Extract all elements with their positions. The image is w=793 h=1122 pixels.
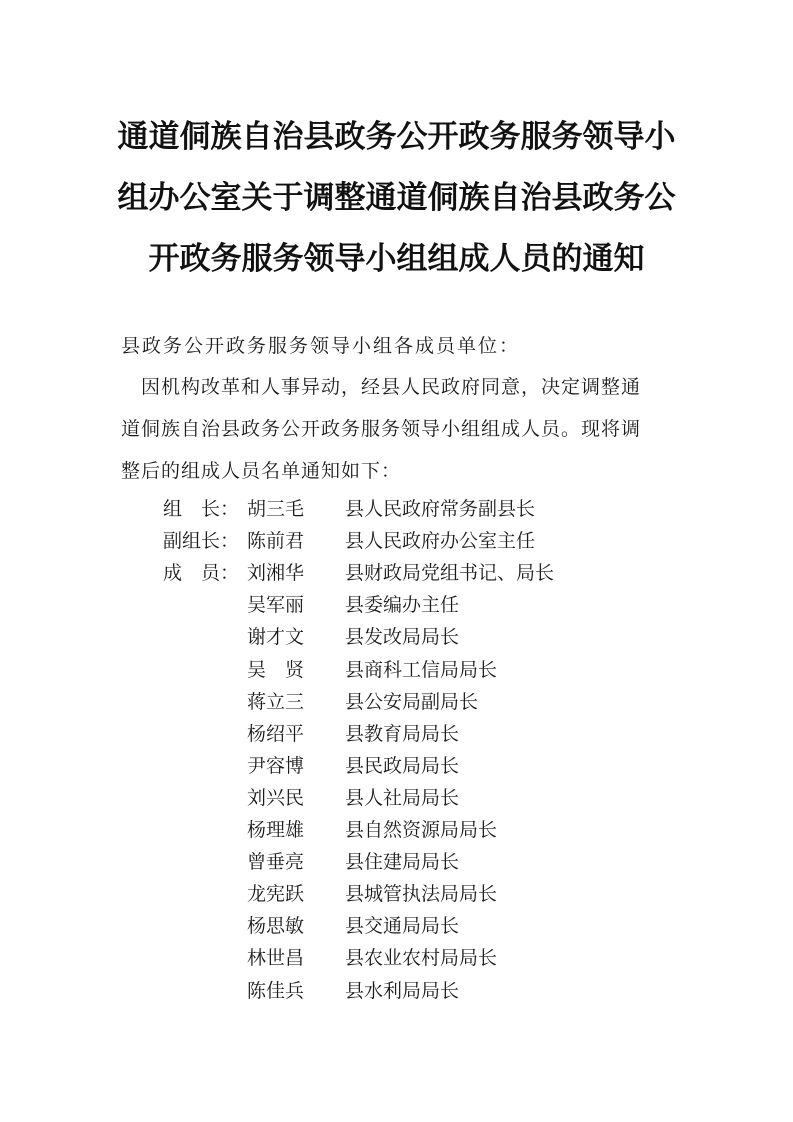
roster-name: 吴军丽 xyxy=(247,594,305,617)
roster-row xyxy=(0,878,793,910)
roster-name: 林世昌 xyxy=(247,947,305,970)
roster-name: 陈前君 xyxy=(247,530,305,553)
roster-row xyxy=(0,525,793,557)
document-title xyxy=(60,107,733,290)
roster-row xyxy=(0,589,793,621)
roster-post: 县城管执法局局长 xyxy=(345,883,498,906)
roster-post: 县教育局局长 xyxy=(345,722,460,745)
roster-row xyxy=(0,557,793,589)
roster-name: 陈佳兵 xyxy=(247,979,305,1002)
roster-name: 谢才文 xyxy=(247,626,305,649)
roster-name: 胡三毛 xyxy=(247,498,305,520)
roster-name: 杨思敏 xyxy=(247,915,305,938)
roster-post: 县人民政府办公室主任 xyxy=(345,530,536,553)
roster-row xyxy=(0,782,793,814)
title-line-2: 组办公室关于调整通道侗族自治县政务公 xyxy=(117,180,676,216)
roster-post: 县住建局局长 xyxy=(345,851,460,874)
body-line-2: 道侗族自治县政务公开政务服务领导小组组成人员。现将调 xyxy=(121,418,642,440)
salutation: 县政务公开政务服务领导小组各成员单位： xyxy=(121,335,521,357)
roster-name: 杨理雄 xyxy=(247,819,305,841)
roster-post: 县自然资源局局长 xyxy=(345,819,498,841)
roster-row xyxy=(0,975,793,1007)
roster-post: 县民政局局长 xyxy=(345,754,460,777)
roster-row xyxy=(0,686,793,718)
title-line-1: 通道侗族自治县政务公开政务服务领导小 xyxy=(117,119,676,155)
roster-post: 县财政局党组书记、局长 xyxy=(345,562,555,585)
roster-name: 曾垂亮 xyxy=(247,851,305,874)
roster-post: 县委编办主任 xyxy=(345,594,460,617)
roster-name: 杨绍平 xyxy=(247,722,305,745)
body-line-3: 整后的组成人员名单通知如下： xyxy=(121,460,402,482)
title-line-3: 开政务服务领导小组组成人员的通知 xyxy=(148,241,645,277)
roster-role: 副组长： xyxy=(163,530,240,553)
roster-row xyxy=(0,750,793,782)
roster-name: 蒋立三 xyxy=(247,690,305,713)
roster-row xyxy=(0,718,793,750)
roster-post: 县人社局局长 xyxy=(345,786,460,809)
roster-name: 吴 贤 xyxy=(247,658,305,681)
roster-row xyxy=(0,942,793,974)
body-line-1: 因机构改革和人事异动，经县人民政府同意，决定调整通 xyxy=(121,376,642,398)
roster-post: 县公安局副局长 xyxy=(345,690,479,713)
roster-name: 尹容博 xyxy=(247,754,305,777)
roster-name: 刘湘华 xyxy=(247,562,305,585)
roster-post: 县人民政府常务副县长 xyxy=(345,498,536,520)
roster-post: 县水利局局长 xyxy=(345,979,460,1002)
roster-name: 龙宪跃 xyxy=(247,883,305,906)
roster-row xyxy=(0,621,793,653)
roster-post: 县农业农村局局长 xyxy=(345,947,498,970)
roster-row xyxy=(0,910,793,942)
roster-role: 组 长： xyxy=(163,498,240,520)
roster-post: 县商科工信局局长 xyxy=(345,658,498,681)
roster-name: 刘兴民 xyxy=(247,786,305,809)
roster-row xyxy=(0,846,793,878)
roster-row xyxy=(0,493,793,525)
roster-row xyxy=(0,814,793,846)
roster-post: 县交通局局长 xyxy=(345,915,460,938)
roster-row xyxy=(0,654,793,686)
roster-role: 成 员： xyxy=(163,562,240,585)
body-paragraph xyxy=(121,366,681,492)
roster-post: 县发改局局长 xyxy=(345,626,460,649)
